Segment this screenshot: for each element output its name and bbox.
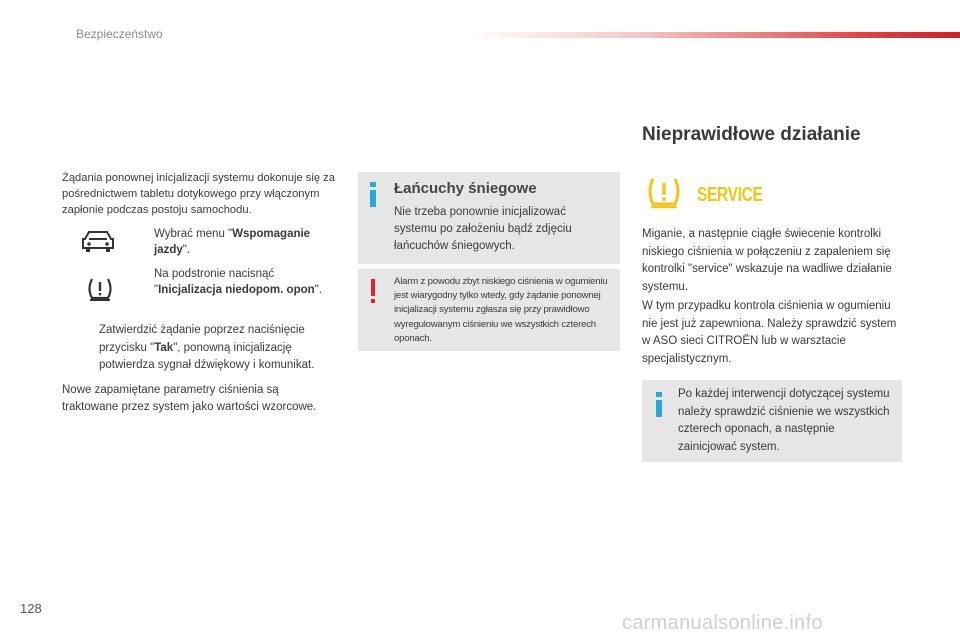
info-icon [368, 180, 378, 208]
section-title: Nieprawidłowe działanie [642, 124, 861, 145]
menu-name: Wspomaganie jazdy [154, 228, 311, 256]
option-name: Inicjalizacja niedopom. opon [158, 284, 315, 296]
reference-note: Nowe zapamiętane parametry ciśnienia są traktowane przez system jako wartości wzorcowe. [62, 384, 317, 413]
info-icon [654, 390, 664, 418]
warning-box [358, 269, 620, 351]
watermark: carmanualsonline.info [622, 612, 823, 634]
info-text: Nie trzeba ponownie inicjalizować systemu po założeniu bądź zdjęciu łańcuchów śniegowych. [394, 206, 572, 252]
info-title: Łańcuchy śniegowe [394, 180, 537, 197]
header-accent-bar [470, 32, 960, 38]
step-confirm: Zatwierdzić żądanie poprzez naciśnięcie przycisku "Tak", ponowną inicjalizację potwierdza sygnał dźwiękowy i komunikat. [99, 324, 315, 371]
button-name: Tak [154, 341, 174, 354]
car-assist-icon [80, 228, 116, 259]
warning-text: Alarm z powodu zbyt niskiego ciśnienia w ogumieniu jest wiarygodny tylko wtedy, gdy żądanie ponownej inicjalizacji systemu zgłasza się przy prawidłowo wyregulowanym ciśnieniu we wszystkich czterech oponach. [394, 276, 608, 344]
page-number: 128 [20, 601, 42, 616]
tyre-pressure-icon [86, 276, 114, 307]
warning-icon [368, 277, 378, 305]
tip-text: Po każdej interwencji dotyczącej systemu należy sprawdzić ciśnienie we wszystkich czterech oponach, a następnie zainicjować system. [678, 388, 890, 453]
header-title: Bezpieczeństwo [76, 27, 163, 41]
snow-chains-info-box [358, 172, 620, 264]
service-label: SERVICE [697, 184, 763, 206]
malfunction-action: W tym przypadku kontrola ciśnienia w ogumieniu nie jest już zapewniona. Należy sprawdzić system w ASO sieci CITROËN lub w warsztacie specjalistycznym. [642, 300, 897, 365]
intro-paragraph: Żądania ponownej inicjalizacji systemu dokonuje się za pośrednictwem tabletu dotykowego przy włączonym zapłonie podczas postoju samochodu. [62, 172, 336, 216]
step-sub-page: Na podstronie nacisnąć "Inicjalizacja niedopom. opon". [154, 268, 322, 296]
step-select-menu: Wybrać menu "Wspomaganie jazdy". [154, 228, 311, 256]
malfunction-description: Miganie, a następnie ciągłe świecenie kontrolki niskiego ciśnienia w połączeniu z zapaleniem się kontrolki "service" wskazuje na wadliwe działanie systemu. [642, 228, 892, 293]
after-service-info-box [642, 380, 902, 462]
